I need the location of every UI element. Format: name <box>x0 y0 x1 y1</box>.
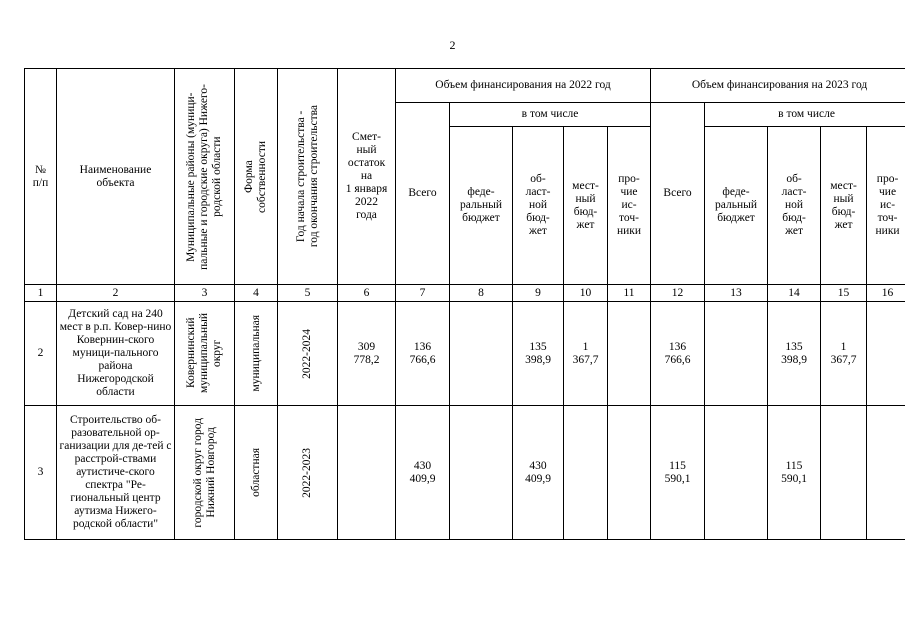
page-number: 2 <box>449 38 456 52</box>
header-other-2023: про- чие ис- точ- ники <box>867 127 905 285</box>
header-name: Наименование объекта <box>57 69 175 285</box>
regional-2023: 135 398,9 <box>768 302 821 406</box>
row-ownership-text: муниципальная <box>249 315 262 392</box>
header-region-text: Муниципальные районы (муници- пальные и городские округа) Нижего- родской области <box>185 83 223 270</box>
object-name: Детский сад на 240 мест в р.п. Ковер-нино Ковернин-ского муници-пального района Нижегородской области <box>57 302 175 406</box>
col-number: 9 <box>513 285 564 302</box>
regional-2022: 430 409,9 <box>513 406 564 540</box>
other-2022 <box>608 302 651 406</box>
row-balance <box>338 406 396 540</box>
federal-2022 <box>450 406 513 540</box>
col-number: 13 <box>705 285 768 302</box>
header-num: № п/п <box>25 69 57 285</box>
header-fin-2023: Объем финансирования на 2023 год <box>651 69 905 103</box>
row-years-text: 2022-2023 <box>301 447 313 498</box>
header-years-text: Год начала строительства - год окончания строительства <box>294 105 320 248</box>
column-numbers-row <box>25 285 905 302</box>
row-balance: 309 778,2 <box>338 302 396 406</box>
col-number: 10 <box>564 285 608 302</box>
other-2022 <box>608 406 651 540</box>
row-region-text: Ковернинский муниципальный округ <box>185 313 223 394</box>
header-balance: Смет- ный остаток на 1 января 2022 года <box>338 69 396 285</box>
table-row <box>25 302 905 406</box>
row-num: 2 <box>25 302 57 406</box>
header-including-2022: в том числе <box>450 103 651 127</box>
col-number: 2 <box>57 285 175 302</box>
col-number: 14 <box>768 285 821 302</box>
col-number: 4 <box>235 285 278 302</box>
header-regional-2022: об- ласт- ной бюд- жет <box>513 127 564 285</box>
header-other-2022: про- чие ис- точ- ники <box>608 127 651 285</box>
header-regional-2023: об- ласт- ной бюд- жет <box>768 127 821 285</box>
row-ownership <box>235 302 278 406</box>
local-2023: 1 367,7 <box>821 302 867 406</box>
local-2022 <box>564 406 608 540</box>
total-2022: 430 409,9 <box>396 406 450 540</box>
col-number: 8 <box>450 285 513 302</box>
local-2023 <box>821 406 867 540</box>
header-local-2023: мест- ный бюд- жет <box>821 127 867 285</box>
col-number: 15 <box>821 285 867 302</box>
row-years-text: 2022-2024 <box>301 328 313 379</box>
federal-2022 <box>450 302 513 406</box>
row-region-text: городской округ город Нижний Новгород <box>191 417 217 528</box>
regional-2022: 135 398,9 <box>513 302 564 406</box>
local-2022: 1 367,7 <box>564 302 608 406</box>
total-2023: 136 766,6 <box>651 302 705 406</box>
other-2023 <box>867 406 905 540</box>
row-years <box>278 406 338 540</box>
col-number: 6 <box>338 285 396 302</box>
row-region <box>175 406 235 540</box>
object-name: Строительство об-разовательной ор-ганизации для де-тей с расстрой-ствами аутистиче-ского спектра "Ре-гиональный центр аутизма Нижего-родской области" <box>57 406 175 540</box>
header-region <box>175 69 235 285</box>
col-number: 11 <box>608 285 651 302</box>
header-including-2023: в том числе <box>705 103 905 127</box>
table-row <box>25 406 905 540</box>
col-number: 5 <box>278 285 338 302</box>
row-num: 3 <box>25 406 57 540</box>
financing-table <box>24 68 905 540</box>
col-number: 16 <box>867 285 905 302</box>
header-local-2022: мест- ный бюд- жет <box>564 127 608 285</box>
header-fin-2022: Объем финансирования на 2022 год <box>396 69 651 103</box>
header-federal-2023: феде- ральный бюджет <box>705 127 768 285</box>
col-number: 12 <box>651 285 705 302</box>
col-number: 7 <box>396 285 450 302</box>
regional-2023: 115 590,1 <box>768 406 821 540</box>
col-number: 3 <box>175 285 235 302</box>
total-2023: 115 590,1 <box>651 406 705 540</box>
header-ownership-text: Форма собственности <box>243 140 268 213</box>
row-years <box>278 302 338 406</box>
header-total-2023: Всего <box>651 103 705 285</box>
row-ownership-text: областная <box>249 448 262 497</box>
header-total-2022: Всего <box>396 103 450 285</box>
row-region <box>175 302 235 406</box>
federal-2023 <box>705 406 768 540</box>
federal-2023 <box>705 302 768 406</box>
other-2023 <box>867 302 905 406</box>
header-years <box>278 69 338 285</box>
total-2022: 136 766,6 <box>396 302 450 406</box>
header-ownership <box>235 69 278 285</box>
header-federal-2022: феде- ральный бюджет <box>450 127 513 285</box>
col-number: 1 <box>25 285 57 302</box>
row-ownership <box>235 406 278 540</box>
